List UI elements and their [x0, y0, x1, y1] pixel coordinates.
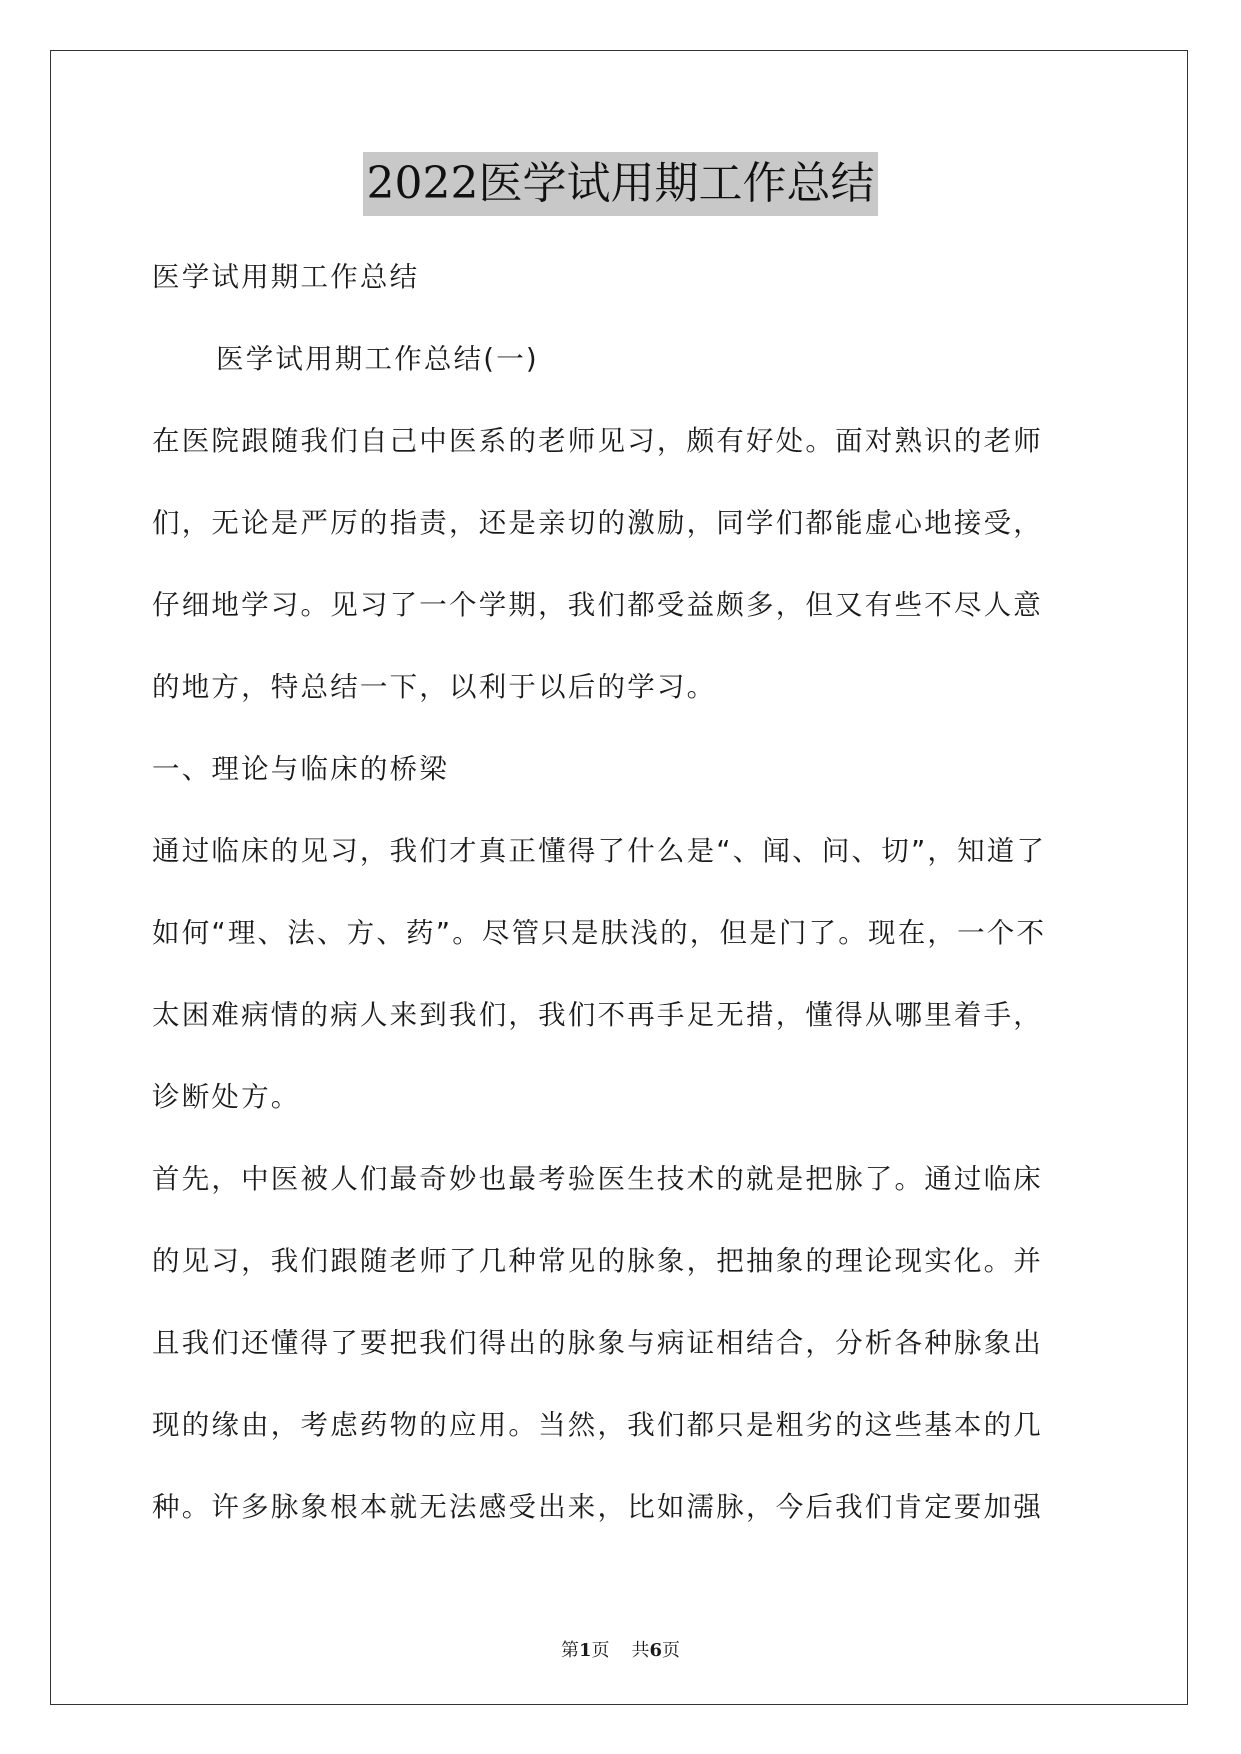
section-heading: 医学试用期工作总结 [152, 261, 420, 293]
body-line: 在医院跟随我们自己中医系的老师见习，颇有好处。面对熟识的老师 [152, 425, 1043, 457]
body-line: 通过临床的见习，我们才真正懂得了什么是“、闻、问、切”，知道了 [152, 835, 1047, 867]
section-subheading: 医学试用期工作总结(一) [216, 343, 539, 375]
body-line: 诊断处方。 [152, 1081, 301, 1113]
body-line: 且我们还懂得了要把我们得出的脉象与病证相结合，分析各种脉象出 [152, 1327, 1043, 1359]
title-container [0, 152, 1241, 216]
page-footer [0, 1636, 1241, 1662]
document-body [152, 236, 1092, 1548]
body-line: 们，无论是严厉的指责，还是亲切的激励，同学们都能虚心地接受， [152, 507, 1043, 539]
current-page-number: 1 [578, 1640, 592, 1661]
body-line: 的地方，特总结一下，以利于以后的学习。 [152, 671, 717, 703]
footer-total-suffix: 页 [662, 1640, 681, 1661]
footer-page-word: 页 [591, 1640, 610, 1661]
body-line: 的见习，我们跟随老师了几种常见的脉象，把抽象的理论现实化。并 [152, 1245, 1043, 1277]
body-line: 首先，中医被人们最奇妙也最考验医生技术的就是把脉了。通过临床 [152, 1163, 1043, 1195]
footer-total-prefix: 共 [631, 1640, 650, 1661]
footer-prefix: 第 [560, 1640, 579, 1661]
document-title: 2022医学试用期工作总结 [363, 152, 879, 216]
body-line: 现的缘由，考虑药物的应用。当然，我们都只是粗劣的这些基本的几 [152, 1409, 1043, 1441]
body-line: 如何“理、法、方、药”。尽管只是肤浅的，但是门了。现在，一个不 [152, 917, 1047, 949]
body-line: 太困难病情的病人来到我们，我们不再手足无措，懂得从哪里着手， [152, 999, 1043, 1031]
body-line: 仔细地学习。见习了一个学期，我们都受益颇多，但又有些不尽人意 [152, 589, 1043, 621]
body-line: 种。许多脉象根本就无法感受出来，比如濡脉，今后我们肯定要加强 [152, 1491, 1043, 1523]
body-line: 一、理论与临床的桥梁 [152, 753, 449, 785]
total-page-number: 6 [649, 1640, 663, 1661]
